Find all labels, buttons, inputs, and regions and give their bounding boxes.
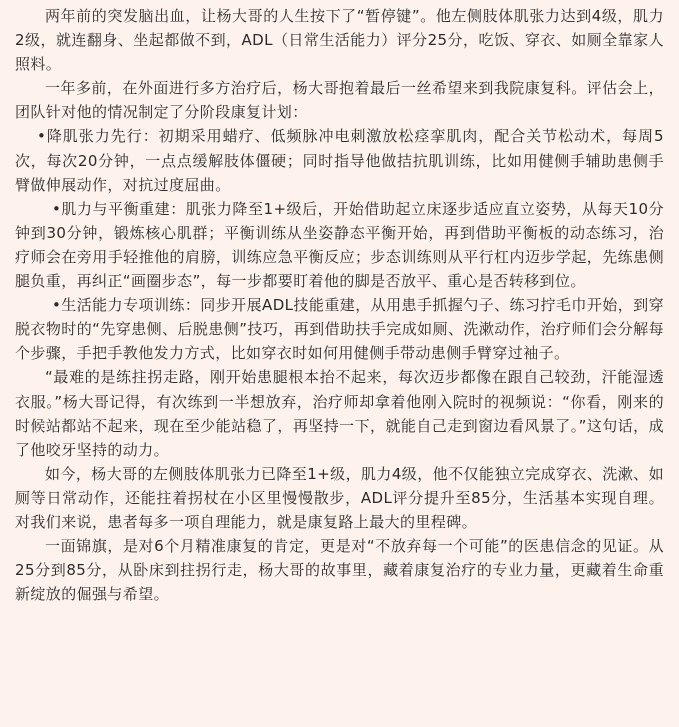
bullet-item-muscle-tone (15, 124, 664, 196)
bullet-text (15, 127, 664, 193)
bullet-item-daily-living (15, 293, 664, 365)
bullet-content: 降肌张力先行：初期采用蜡疗、低频脉冲电刺激放松痉挛肌肉，配合关节松动术，每周5次，每次20分钟，一点点缓解肢体僵硬；同时指导他做拮抗肌训练，比如用健侧手辅助患侧手臂做伸展动作，对抗过度屈曲。 (15, 127, 664, 194)
assessment-paragraph: 一年多前，在外面进行多方治疗后，杨大哥抱着最后一丝希望来到我院康复科。评估会上，团队针对他的情况制定了分阶段康复计划： (15, 79, 664, 122)
bullet-symbol: • (37, 127, 47, 146)
article-body (0, 4, 679, 727)
bullet-item-strength-balance (15, 197, 664, 293)
bullet-content: 肌力与平衡重建：肌张力降至1+级后，开始借助起立床逐步适应直立姿势，从每天10分钟到30分钟，锻炼核心肌群；平衡训练从坐姿静态平衡开始，再到借助平衡板的动态练习，治疗师会在旁用手轻推他的肩膀，训练应急平衡反应；步态训练则从平行杠内迈步学起，先练患侧腿负重，再纠正“画圈步态”，每一步都要盯着他的脚是否放平、重心是否转移到位。 (15, 199, 664, 291)
closing-paragraph: 一面锦旗，是对6个月精准康复的肯定，更是对“不放弃每一个可能”的医患信念的见证。从25分到85分，从卧床到拄拐行走，杨大哥的故事里，藏着康复治疗的专业力量，更藏着生命重新绽放的倔强与希望。 (15, 537, 664, 604)
bullet-content: 生活能力专项训练：同步开展ADL技能重建，从用患手抓握勺子、练习拧毛巾开始，到穿脱衣物时的“先穿患侧、后脱患侧”技巧，再到借助扶手完成如厕、洗漱动作，治疗师们会分解每个步骤，手把手教他发力方式，比如穿衣时如何用健侧手带动患侧手臂穿过袖子。 (15, 296, 664, 363)
bullet-symbol: • (52, 296, 62, 315)
intro-paragraph: 两年前的突发脑出血，让杨大哥的人生按下了“暂停键”。他左侧肢体肌张力达到4级，肌力2级，就连翻身、坐起都做不到，ADL（日常生活能力）评分25分，吃饭、穿衣、如厕全靠家人照料。 (15, 7, 664, 74)
bullet-symbol: • (52, 199, 62, 218)
progress-paragraph: 如今，杨大哥的左侧肢体肌张力已降至1+级，肌力4级，他不仅能独立完成穿衣、洗漱、如厕等日常动作，还能拄着拐杖在小区里慢慢散步，ADL评分提升至85分，生活基本实现自理。对我们来说，患者每多一项自理能力，就是康复路上最大的里程碑。 (15, 464, 664, 531)
quote-paragraph: “最难的是练拄拐走路，刚开始患腿根本抬不起来，每次迈步都像在跟自己较劲，汗能湿透衣服。”杨大哥记得，有次练到一半想放弃，治疗师却拿着他刚入院时的视频说：“你看，刚来的时候站都站不起来，现在至少能站稳了，再坚持一下，就能自己走到窗边看风景了。”这句话，成了他咬牙坚持的动力。 (15, 368, 664, 459)
